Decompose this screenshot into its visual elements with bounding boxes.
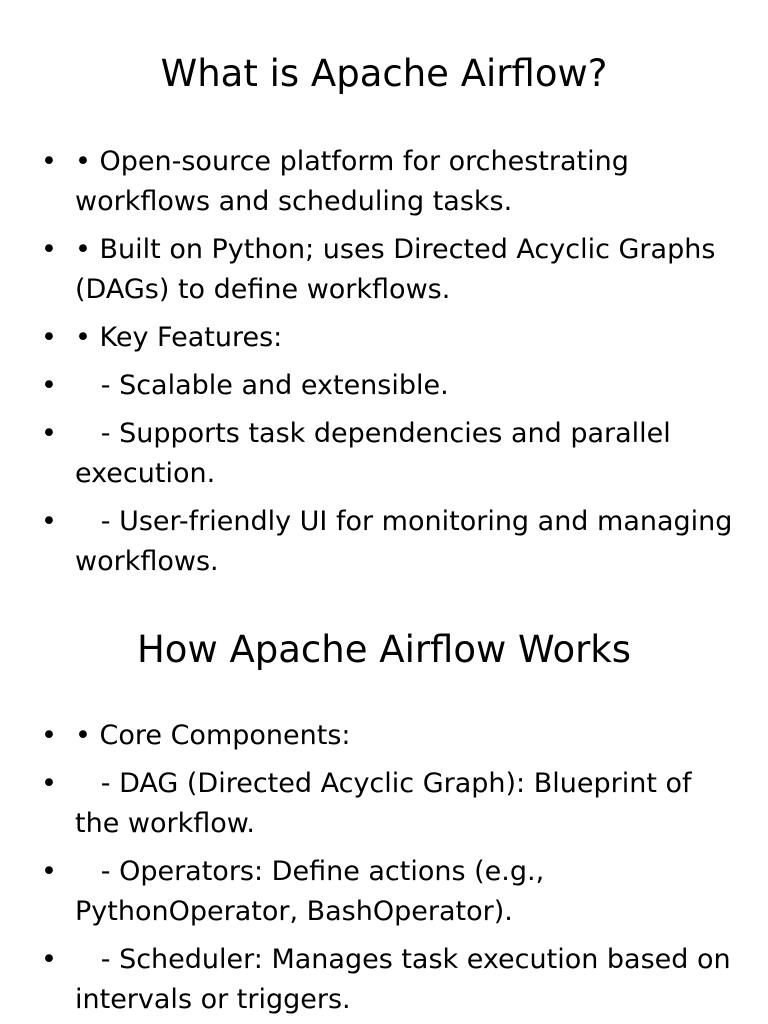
slide-title: What is Apache Airflow? xyxy=(160,52,608,95)
bullet-marker: • xyxy=(41,720,57,751)
bullet-marker: • xyxy=(41,418,57,449)
bullet-text: • Open-source platform for orchestrating workflows and scheduling tasks. xyxy=(75,146,629,217)
bullet-text: - Scheduler: Manages task execution based on intervals or triggers. xyxy=(75,944,740,1015)
list-item xyxy=(41,142,735,222)
bullet-text: - DAG (Directed Acyclic Graph): Blueprint of the workflow. xyxy=(75,768,701,839)
bullet-text: • Core Components: xyxy=(75,720,351,751)
bullet-text: • Key Features: xyxy=(75,322,283,353)
list-item xyxy=(41,764,735,844)
bullet-text: - User-friendly UI for monitoring and managing workflows. xyxy=(75,506,742,576)
list-item xyxy=(41,940,740,1020)
bullet-text: - Supports task dependencies and parallel execution. xyxy=(75,418,680,489)
bullet-marker: • xyxy=(41,768,57,799)
list-item xyxy=(41,366,735,406)
bullet-marker: • xyxy=(41,234,57,265)
bullet-marker: • xyxy=(41,146,57,177)
list-item xyxy=(41,852,735,932)
bullet-text: • Built on Python; uses Directed Acyclic Graphs (DAGs) to define workflows. xyxy=(75,234,716,305)
bullet-marker: • xyxy=(41,322,57,353)
list-item xyxy=(41,230,735,310)
list-item xyxy=(41,502,742,576)
slide-how-airflow-works xyxy=(0,576,768,1024)
bullet-marker: • xyxy=(41,856,57,887)
bullet-list xyxy=(41,716,740,1024)
bullet-marker: • xyxy=(41,506,57,537)
bullet-marker: • xyxy=(41,944,57,975)
bullet-marker: • xyxy=(41,370,57,401)
bullet-list xyxy=(41,142,742,576)
list-item xyxy=(41,716,735,756)
list-item xyxy=(41,318,735,358)
slide-title: How Apache Airflow Works xyxy=(136,628,631,671)
bullet-text: - Operators: Define actions (e.g., PythonOperator, BashOperator). xyxy=(75,856,553,927)
list-item xyxy=(41,414,735,494)
bullet-text: - Scalable and extensible. xyxy=(75,370,449,401)
